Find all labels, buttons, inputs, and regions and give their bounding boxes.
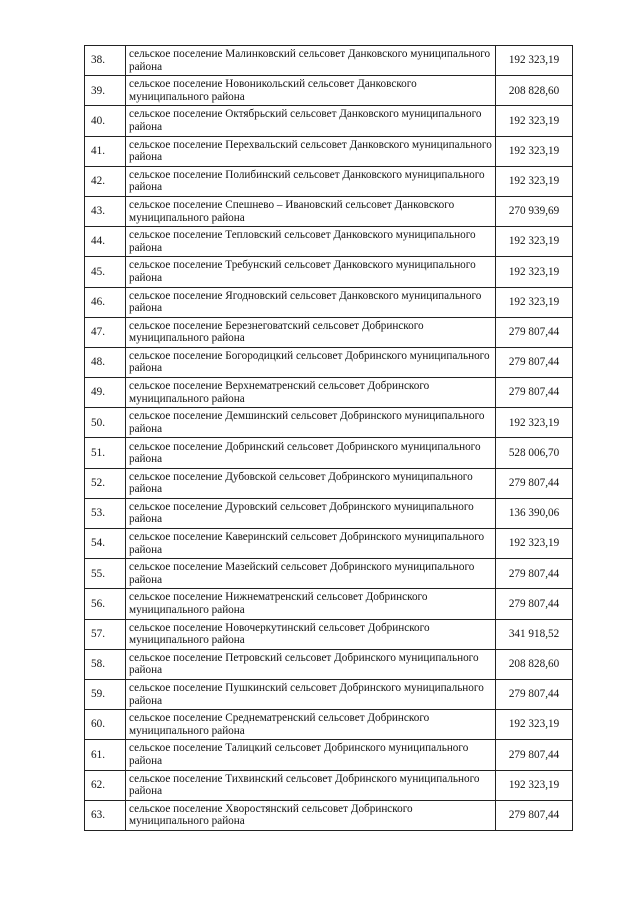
table-row (85, 408, 573, 438)
row-number: 50. (85, 408, 126, 438)
row-number: 57. (85, 619, 126, 649)
row-number: 53. (85, 498, 126, 528)
amount-value: 208 828,60 (496, 649, 573, 679)
settlement-name: сельское поселение Талицкий сельсовет Добринского муниципального района (126, 740, 496, 770)
row-number: 44. (85, 227, 126, 257)
table-row (85, 468, 573, 498)
table-row (85, 498, 573, 528)
table-row (85, 378, 573, 408)
row-number: 51. (85, 438, 126, 468)
table-row (85, 740, 573, 770)
amount-value: 279 807,44 (496, 378, 573, 408)
amount-value: 192 323,19 (496, 770, 573, 800)
row-number: 41. (85, 136, 126, 166)
amount-value: 528 006,70 (496, 438, 573, 468)
amount-value: 279 807,44 (496, 589, 573, 619)
amount-value: 279 807,44 (496, 740, 573, 770)
table-row (85, 438, 573, 468)
settlement-name: сельское поселение Березнеговатский сельсовет Добринского муниципального района (126, 317, 496, 347)
amount-value: 192 323,19 (496, 166, 573, 196)
amount-value: 341 918,52 (496, 619, 573, 649)
table-row (85, 679, 573, 709)
row-number: 52. (85, 468, 126, 498)
amount-value: 192 323,19 (496, 227, 573, 257)
row-number: 48. (85, 347, 126, 377)
table-row (85, 196, 573, 226)
row-number: 58. (85, 649, 126, 679)
settlement-name: сельское поселение Добринский сельсовет Добринского муниципального района (126, 438, 496, 468)
settlement-name: сельское поселение Нижнематренский сельсовет Добринского муниципального района (126, 589, 496, 619)
row-number: 60. (85, 710, 126, 740)
table-body (85, 46, 573, 831)
amount-value: 192 323,19 (496, 136, 573, 166)
table-row (85, 710, 573, 740)
amount-value: 279 807,44 (496, 317, 573, 347)
row-number: 43. (85, 196, 126, 226)
amount-value: 192 323,19 (496, 710, 573, 740)
settlement-name: сельское поселение Пушкинский сельсовет Добринского муниципального района (126, 679, 496, 709)
settlements-table (84, 45, 573, 831)
settlement-name: сельское поселение Верхнематренский сельсовет Добринского муниципального района (126, 378, 496, 408)
table-row (85, 317, 573, 347)
table-row (85, 619, 573, 649)
amount-value: 192 323,19 (496, 257, 573, 287)
settlement-name: сельское поселение Богородицкий сельсовет Добринского муниципального района (126, 347, 496, 377)
row-number: 47. (85, 317, 126, 347)
table-row (85, 287, 573, 317)
row-number: 63. (85, 800, 126, 830)
settlement-name: сельское поселение Ягодновский сельсовет Данковского муниципального района (126, 287, 496, 317)
amount-value: 279 807,44 (496, 679, 573, 709)
row-number: 38. (85, 46, 126, 76)
table-row (85, 589, 573, 619)
table-row (85, 106, 573, 136)
table-row (85, 347, 573, 377)
table-row (85, 800, 573, 830)
table-row (85, 227, 573, 257)
settlement-name: сельское поселение Требунский сельсовет Данковского муниципального района (126, 257, 496, 287)
settlement-name: сельское поселение Тепловский сельсовет Данковского муниципального района (126, 227, 496, 257)
settlement-name: сельское поселение Демшинский сельсовет Добринского муниципального района (126, 408, 496, 438)
settlement-name: сельское поселение Петровский сельсовет Добринского муниципального района (126, 649, 496, 679)
table-row (85, 136, 573, 166)
amount-value: 279 807,44 (496, 468, 573, 498)
settlement-name: сельское поселение Тихвинский сельсовет Добринского муниципального района (126, 770, 496, 800)
row-number: 61. (85, 740, 126, 770)
row-number: 56. (85, 589, 126, 619)
row-number: 46. (85, 287, 126, 317)
amount-value: 279 807,44 (496, 559, 573, 589)
amount-value: 270 939,69 (496, 196, 573, 226)
row-number: 59. (85, 679, 126, 709)
settlement-name: сельское поселение Хворостянский сельсовет Добринского муниципального района (126, 800, 496, 830)
amount-value: 192 323,19 (496, 408, 573, 438)
row-number: 40. (85, 106, 126, 136)
settlement-name: сельское поселение Спешнево – Ивановский сельсовет Данковского муниципального района (126, 196, 496, 226)
table-row (85, 46, 573, 76)
table-row (85, 649, 573, 679)
table-row (85, 166, 573, 196)
row-number: 49. (85, 378, 126, 408)
settlement-name: сельское поселение Новоникольский сельсовет Данковского муниципального района (126, 76, 496, 106)
settlement-name: сельское поселение Среднематренский сельсовет Добринского муниципального района (126, 710, 496, 740)
table-row (85, 770, 573, 800)
amount-value: 192 323,19 (496, 46, 573, 76)
row-number: 62. (85, 770, 126, 800)
amount-value: 192 323,19 (496, 529, 573, 559)
amount-value: 192 323,19 (496, 287, 573, 317)
settlement-name: сельское поселение Дуровский сельсовет Добринского муниципального района (126, 498, 496, 528)
settlement-name: сельское поселение Мазейский сельсовет Добринского муниципального района (126, 559, 496, 589)
amount-value: 279 807,44 (496, 347, 573, 377)
row-number: 45. (85, 257, 126, 287)
table-row (85, 257, 573, 287)
settlement-name: сельское поселение Малинковский сельсовет Данковского муниципального района (126, 46, 496, 76)
settlement-name: сельское поселение Новочеркутинский сельсовет Добринского муниципального района (126, 619, 496, 649)
row-number: 55. (85, 559, 126, 589)
row-number: 42. (85, 166, 126, 196)
table-row (85, 559, 573, 589)
settlement-name: сельское поселение Октябрьский сельсовет Данковского муниципального района (126, 106, 496, 136)
amount-value: 192 323,19 (496, 106, 573, 136)
amount-value: 136 390,06 (496, 498, 573, 528)
table-row (85, 76, 573, 106)
row-number: 39. (85, 76, 126, 106)
settlement-name: сельское поселение Каверинский сельсовет Добринского муниципального района (126, 529, 496, 559)
settlement-name: сельское поселение Полибинский сельсовет Данковского муниципального района (126, 166, 496, 196)
amount-value: 279 807,44 (496, 800, 573, 830)
row-number: 54. (85, 529, 126, 559)
amount-value: 208 828,60 (496, 76, 573, 106)
settlement-name: сельское поселение Перехвальский сельсовет Данковского муниципального района (126, 136, 496, 166)
settlement-name: сельское поселение Дубовской сельсовет Добринского муниципального района (126, 468, 496, 498)
table-row (85, 529, 573, 559)
